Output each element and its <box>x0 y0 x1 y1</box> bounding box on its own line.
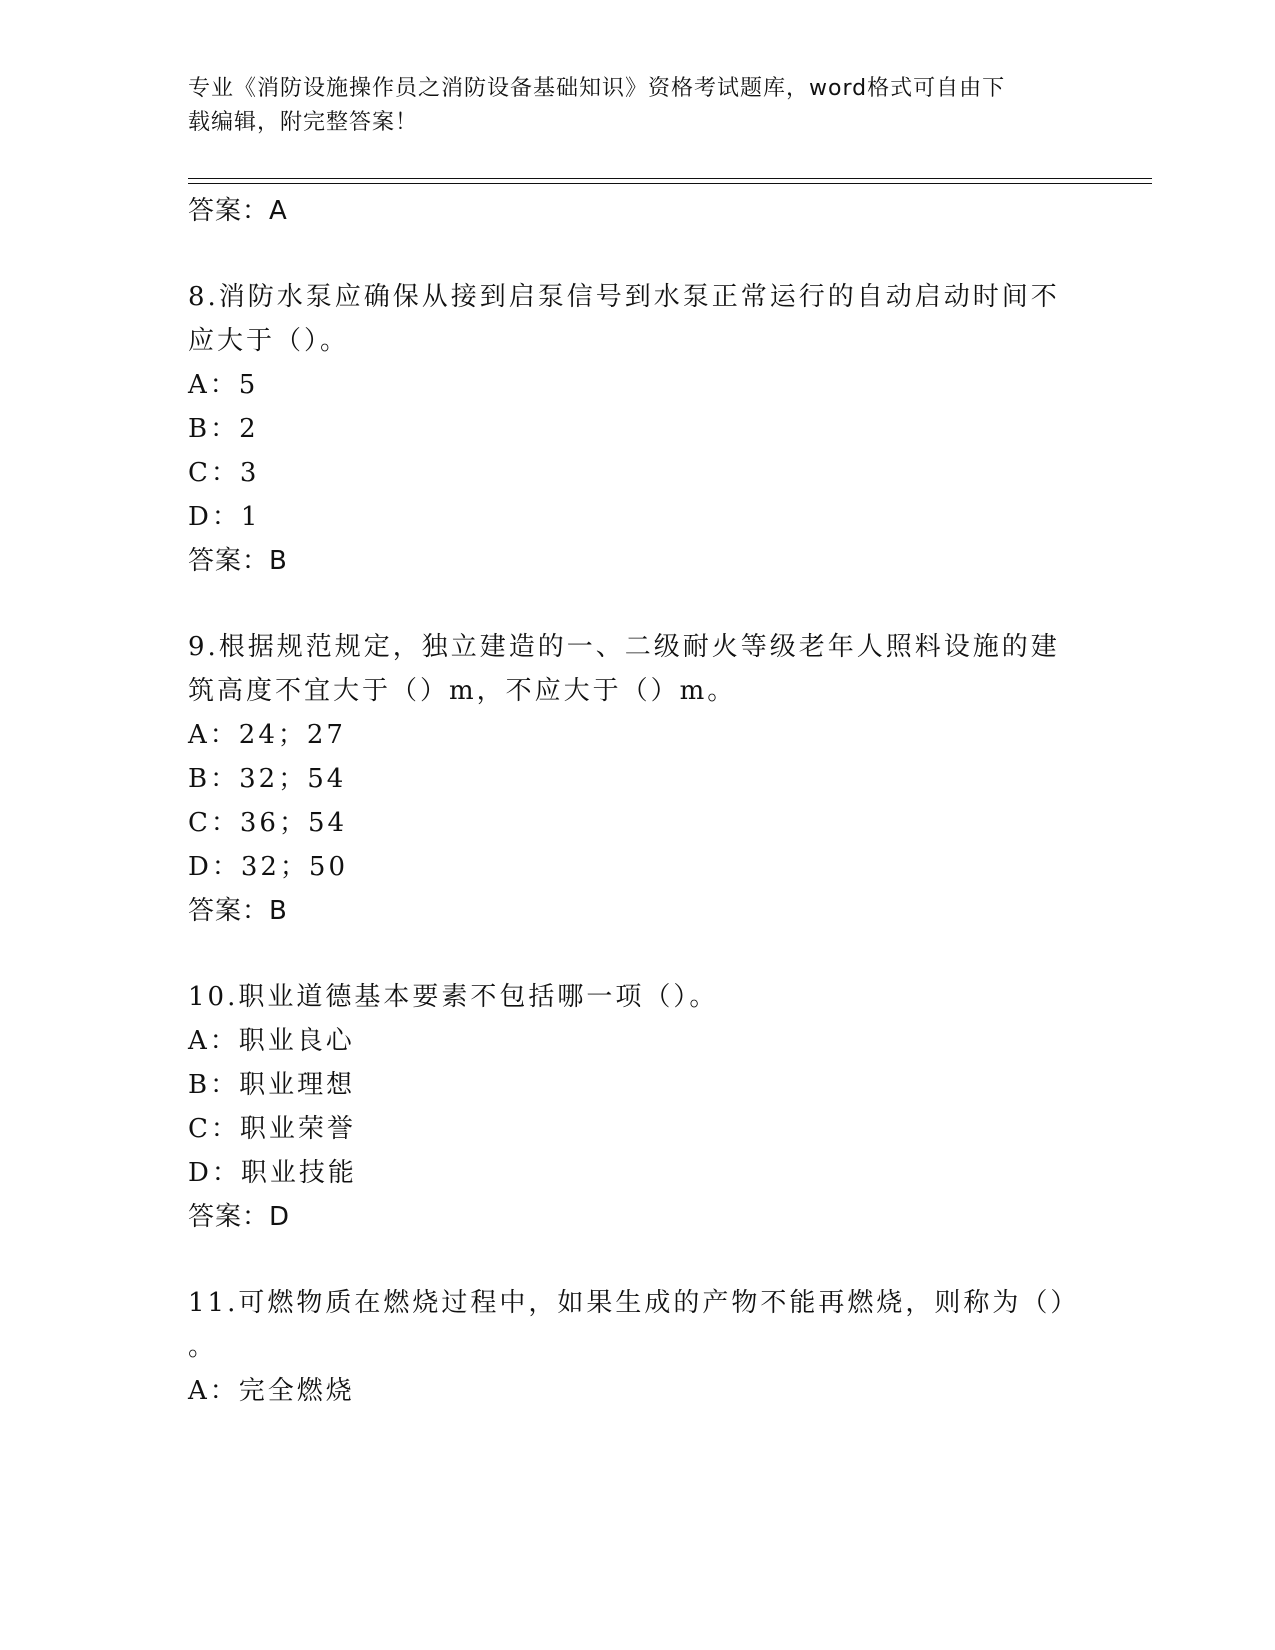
question-10-option-b: B：职业理想 <box>188 1070 356 1100</box>
header-line-2: 载编辑，附完整答案！ <box>188 110 419 135</box>
question-8-option-b: B：2 <box>188 414 259 444</box>
question-9-option-b: B：32；54 <box>188 764 347 794</box>
question-9-option-c: C：36；54 <box>188 808 348 838</box>
question-11-line-2: 。 <box>188 1332 218 1362</box>
question-11-option-a: A：完全燃烧 <box>188 1376 355 1406</box>
question-11-line-1: 11.可燃物质在燃烧过程中，如果生成的产物不能再燃烧，则称为（） <box>188 1288 1080 1318</box>
question-8-line-2: 应大于（）。 <box>188 326 350 356</box>
question-9-line-2: 筑高度不宜大于（）m，不应大于（）m。 <box>188 676 737 706</box>
question-9-option-a: A：24；27 <box>188 720 346 750</box>
question-10-option-d: D：职业技能 <box>188 1158 357 1188</box>
header-divider-bottom <box>188 183 1152 184</box>
question-9-option-d: D：32；50 <box>188 852 349 882</box>
question-8-option-d: D：1 <box>188 502 261 532</box>
document-header <box>188 72 1068 140</box>
question-10-answer: 答案：D <box>188 1202 291 1232</box>
answer-prev: 答案：A <box>188 196 288 226</box>
question-10-line-1: 10.职业道德基本要素不包括哪一项（）。 <box>188 982 719 1012</box>
header-divider-top <box>188 178 1152 179</box>
question-9-line-1: 9.根据规范规定，独立建造的一、二级耐火等级老年人照料设施的建 <box>188 632 1060 662</box>
question-8-answer: 答案：B <box>188 546 288 576</box>
question-10-option-c: C：职业荣誉 <box>188 1114 356 1144</box>
question-10-option-a: A：职业良心 <box>188 1026 355 1056</box>
question-8-line-1: 8.消防水泵应确保从接到启泵信号到水泵正常运行的自动启动时间不 <box>188 282 1060 312</box>
question-9-answer: 答案：B <box>188 896 288 926</box>
question-8-option-c: C：3 <box>188 458 260 488</box>
header-line-1: 专业《消防设施操作员之消防设备基础知识》资格考试题库，word格式可自由下 <box>188 76 1006 101</box>
question-8-option-a: A：5 <box>188 370 259 400</box>
